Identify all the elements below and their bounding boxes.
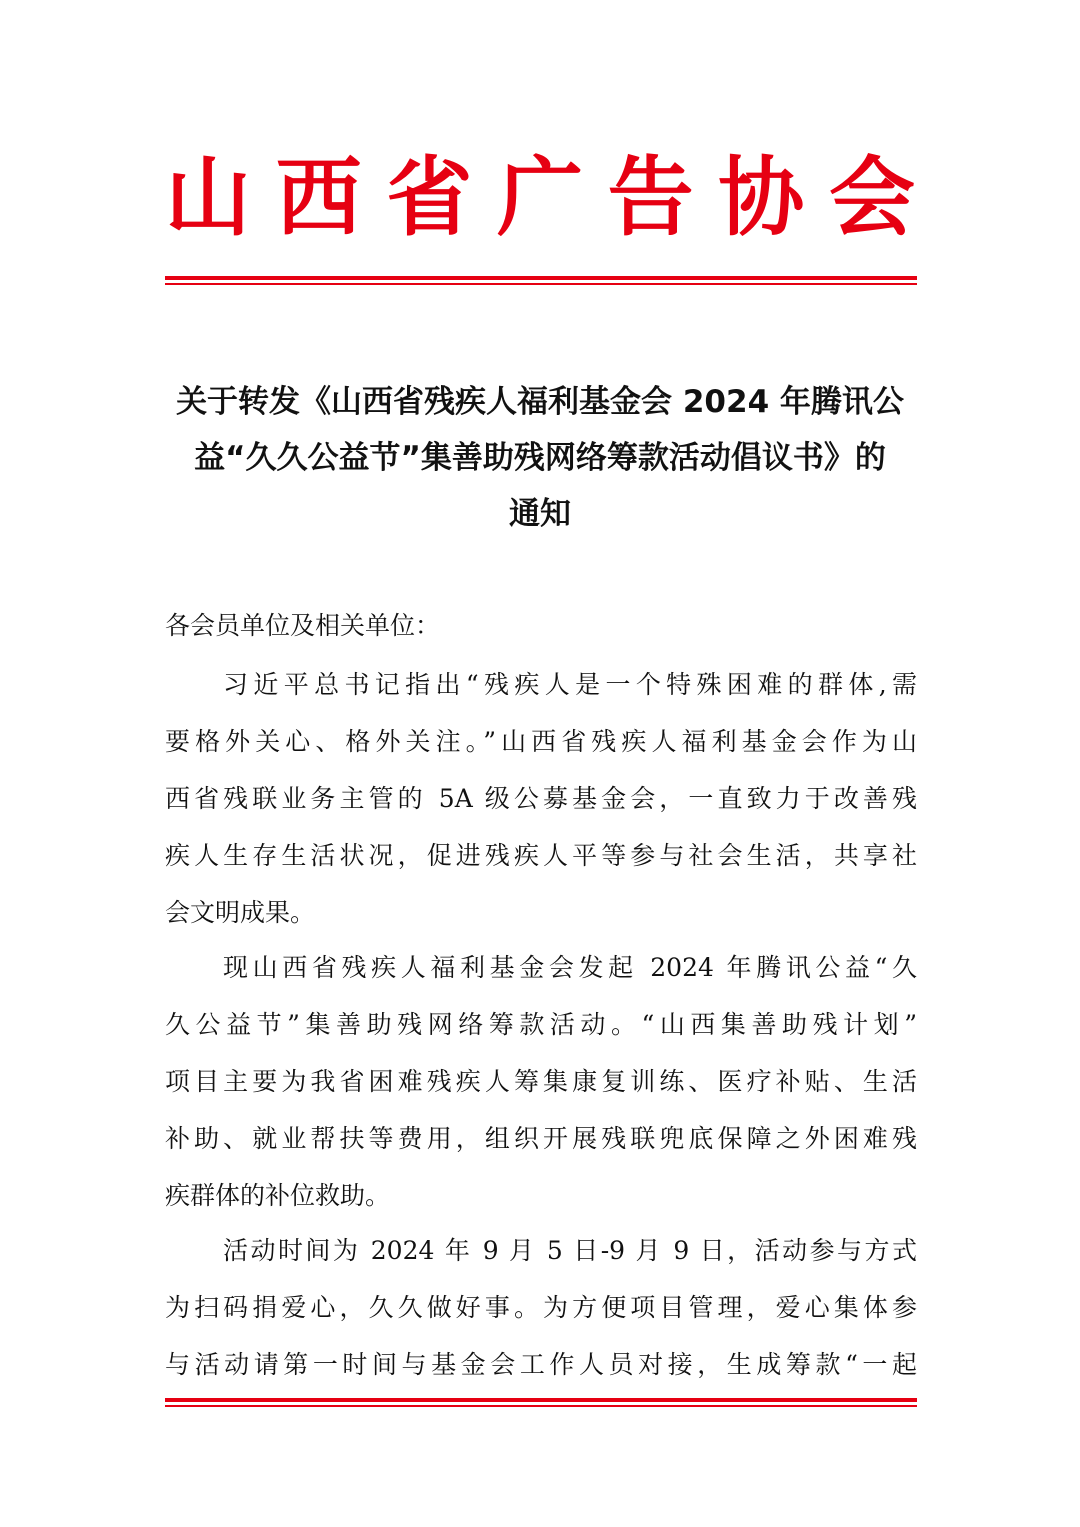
letterhead-char: 广 — [496, 147, 583, 248]
paragraph-line: 为扫码捐爱心，久久做好事。为方便项目管理，爱心集体参 — [165, 1293, 917, 1322]
title-line: 关于转发《山西省残疾人福利基金会 2024 年腾讯公 — [176, 384, 904, 420]
paragraph-line: 疾人生存生活状况，促进残疾人平等参与社会生活，共享社 — [165, 841, 917, 870]
letterhead-char: 协 — [718, 147, 805, 248]
letterhead-char: 告 — [607, 147, 694, 248]
title-line: 益“久久公益节”集善助残网络筹款活动倡议书》的 — [194, 440, 886, 476]
divider-thin-line — [165, 1405, 917, 1407]
body-paragraph-2 — [165, 939, 917, 1224]
letterhead-char: 会 — [828, 147, 915, 248]
document-title — [160, 374, 920, 542]
paragraph-line: 久公益节”集善助残网络筹款活动。“山西集善助残计划” — [165, 1010, 917, 1039]
body-paragraph-3 — [165, 1222, 917, 1393]
letterhead-divider — [165, 276, 917, 285]
paragraph-line: 习近平总书记指出“残疾人是一个特殊困难的群体,需 — [223, 670, 917, 699]
paragraph-line: 西省残联业务主管的 5A 级公募基金会，一直致力于改善残 — [165, 784, 917, 813]
paragraph-line: 疾群体的补位救助。 — [165, 1181, 391, 1210]
divider-thin-line — [165, 283, 917, 285]
letterhead-char: 省 — [386, 147, 473, 248]
paragraph-line: 项目主要为我省困难残疾人筹集康复训练、医疗补贴、生活 — [165, 1067, 917, 1096]
letterhead-char: 西 — [275, 147, 362, 248]
paragraph-line: 补助、就业帮扶等费用，组织开展残联兜底保障之外困难残 — [165, 1124, 917, 1153]
paragraph-line: 现山西省残疾人福利基金会发起 2024 年腾讯公益“久 — [223, 953, 917, 982]
salutation: 各会员单位及相关单位： — [165, 611, 441, 640]
letterhead-org-name — [165, 148, 915, 248]
paragraph-line: 与活动请第一时间与基金会工作人员对接，生成筹款“一起 — [165, 1350, 917, 1379]
title-line: 通知 — [509, 496, 571, 532]
paragraph-line: 会文明成果。 — [165, 898, 316, 927]
paragraph-line: 要格外关心、格外关注。”山西省残疾人福利基金会作为山 — [165, 727, 917, 756]
paragraph-line: 活动时间为 2024 年 9 月 5 日-9 月 9 日，活动参与方式 — [223, 1236, 917, 1265]
letterhead-char: 山 — [165, 147, 251, 248]
footer-divider — [165, 1398, 917, 1407]
body-paragraph-1 — [165, 656, 917, 941]
